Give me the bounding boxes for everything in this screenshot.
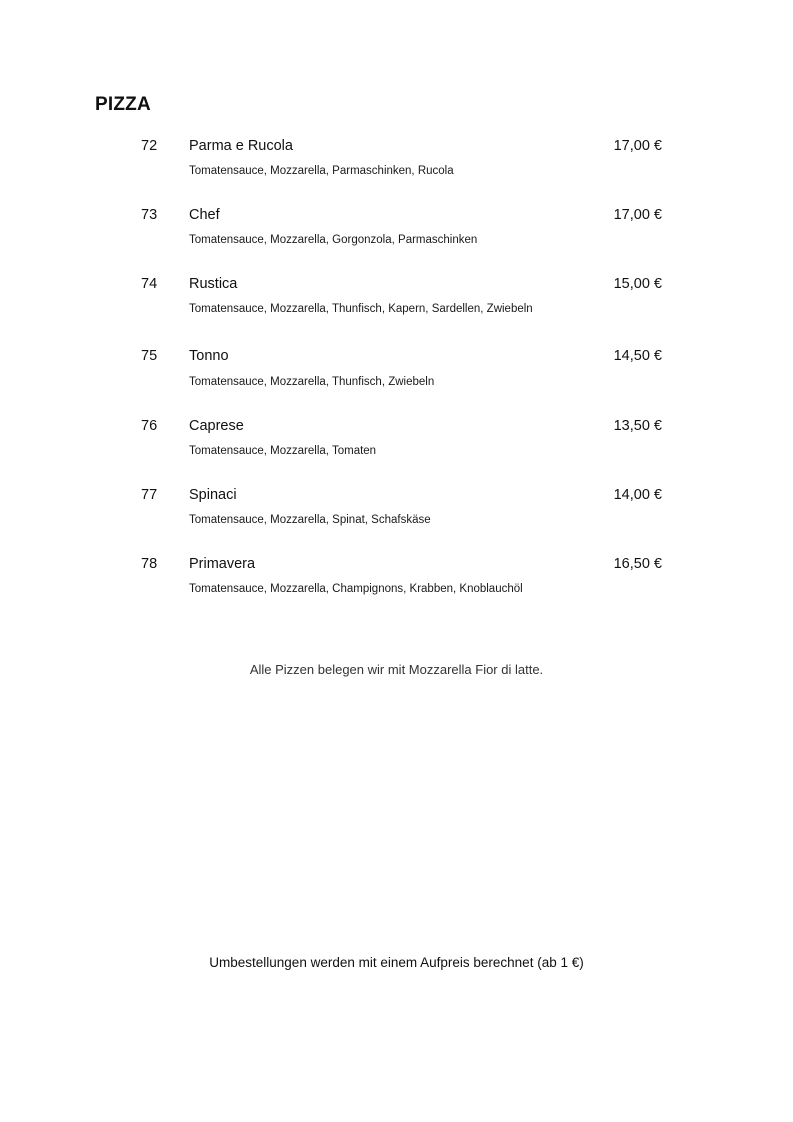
item-number: 74 [141,276,158,292]
item-name: Caprese [189,418,244,434]
item-description: Tomatensauce, Mozzarella, Tomaten [189,445,377,457]
item-number: 73 [141,207,158,223]
item-price: 15,00 € [613,276,662,292]
item-name: Parma e Rucola [189,138,293,154]
item-number: 76 [141,418,158,434]
menu-item [0,555,793,605]
item-name: Primavera [189,556,256,572]
section-title: PIZZA [95,94,151,115]
menu-item [0,275,793,325]
item-price: 13,50 € [613,418,662,434]
menu-item [0,486,793,536]
item-name: Tonno [189,348,229,364]
item-number: 72 [141,138,158,154]
item-name: Spinaci [189,487,237,503]
item-description: Tomatensauce, Mozzarella, Champignons, Krabben, Knoblauchöl [189,583,523,595]
item-description: Tomatensauce, Mozzarella, Thunfisch, Zwiebeln [189,376,435,388]
item-description: Tomatensauce, Mozzarella, Spinat, Schafskäse [189,514,431,526]
item-description: Tomatensauce, Mozzarella, Parmaschinken, Rucola [189,165,454,177]
item-description: Tomatensauce, Mozzarella, Gorgonzola, Parmaschinken [189,234,478,246]
menu-item [0,347,793,397]
menu-item [0,137,793,187]
menu-item [0,417,793,467]
item-number: 78 [141,556,158,572]
menu-item [0,206,793,256]
item-number: 77 [141,487,158,503]
surcharge-note: Umbestellungen werden mit einem Aufpreis berechnet (ab 1 €) [209,955,584,970]
item-name: Chef [189,207,220,223]
item-price: 17,00 € [613,207,662,223]
item-description: Tomatensauce, Mozzarella, Thunfisch, Kapern, Sardellen, Zwiebeln [189,303,533,315]
item-price: 16,50 € [613,556,662,572]
mozzarella-note: Alle Pizzen belegen wir mit Mozzarella Fior di latte. [249,662,544,677]
item-name: Rustica [189,276,238,292]
item-price: 17,00 € [613,138,662,154]
item-number: 75 [141,348,158,364]
item-price: 14,00 € [613,487,662,503]
item-price: 14,50 € [613,348,662,364]
